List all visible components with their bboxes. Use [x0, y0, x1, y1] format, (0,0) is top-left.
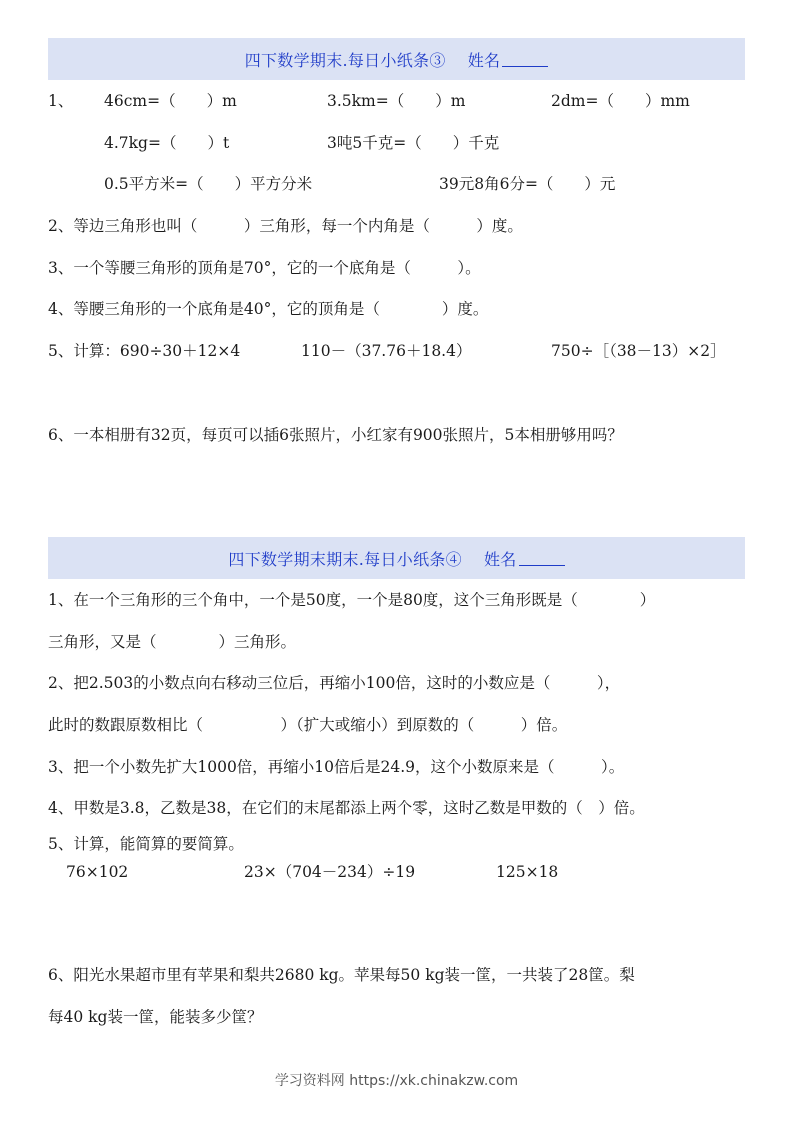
s2-q2-line1: 2、把2.503的小数点向右移动三位后，再缩小100倍，这时的小数应是（ ），: [48, 674, 621, 692]
s1-q6: 6、一本相册有32页，每页可以插6张照片，小红家有900张照片，5本相册够用吗？: [48, 426, 623, 444]
s2-q6-line2: 每40 kg装一筐，能装多少筐？: [48, 1008, 263, 1026]
name-blank[interactable]: [502, 52, 548, 67]
s1-q4: 4、等腰三角形的一个底角是40°，它的顶角是（ ）度。: [48, 300, 489, 318]
s1-q1-item: 4.7kg=（ ）t: [104, 134, 230, 152]
s1-q5-expr2: 110－（37.76＋18.4）: [301, 342, 472, 360]
section1-name-label: 姓名: [467, 50, 501, 70]
section2-header: [48, 537, 745, 579]
s1-q2: 2、等边三角形也叫（ ）三角形，每一个内角是（ ）度。: [48, 217, 523, 235]
s1-q1-item: 46cm=（ ）m: [104, 92, 237, 110]
s2-q3: 3、把一个小数先扩大1000倍，再缩小10倍后是24.9，这个小数原来是（ ）。: [48, 758, 625, 776]
s1-q1-item: 0.5平方米=（ ）平方分米: [104, 175, 313, 193]
s1-q5: [48, 338, 748, 364]
section2-title: 四下数学期末期末.每日小纸条④: [228, 549, 462, 569]
s1-q5-label: 5、计算：690÷30＋12×4: [48, 342, 241, 360]
s2-q5-exprs: [48, 859, 748, 885]
s2-q5-expr1: 76×102: [66, 863, 129, 881]
s2-q1-line2: 三角形，又是（ ）三角形。: [48, 633, 297, 651]
s2-q5-expr3: 125×18: [496, 863, 559, 881]
s1-q1-number: 1、: [48, 92, 74, 110]
s1-q3: 3、一个等腰三角形的顶角是70°，它的一个底角是（ ）。: [48, 259, 481, 277]
s1-q1-row3: [48, 171, 748, 197]
name-blank[interactable]: [519, 551, 565, 566]
s2-q4: 4、甲数是3.8，乙数是38，在它们的末尾都添上两个零，这时乙数是甲数的（ ）倍。: [48, 799, 645, 817]
footer-watermark: 学习资料网 https://xk.chinakzw.com: [274, 1073, 519, 1089]
s1-q1-item: 3.5km=（ ）m: [327, 92, 466, 110]
s1-q1-row2: [48, 130, 748, 156]
s2-q6-line1: 6、阳光水果超市里有苹果和梨共2680 kg。苹果每50 kg装一筐，一共装了28筐。梨: [48, 966, 635, 984]
s2-q5-label: 5、计算，能简算的要简算。: [48, 835, 244, 853]
s1-q5-expr3: 750÷［（38－13）×2］: [551, 342, 726, 360]
s1-q1-row1: [48, 88, 748, 114]
section2-name-label: 姓名: [483, 549, 517, 569]
s1-q1-item: 3吨5千克=（ ）千克: [327, 134, 500, 152]
s2-q1-line1: 1、在一个三角形的三个角中，一个是50度，一个是80度，这个三角形既是（ ）: [48, 591, 656, 609]
s2-q5-expr2: 23×（704－234）÷19: [244, 863, 416, 881]
section1-header: [48, 38, 745, 80]
section1-title: 四下数学期末.每日小纸条③: [244, 50, 446, 70]
s1-q1-item: 39元8角6分=（ ）元: [439, 175, 616, 193]
s1-q1-item: 2dm=（ ）mm: [551, 92, 690, 110]
s2-q2-line2: 此时的数跟原数相比（ ）（扩大或缩小）到原数的（ ）倍。: [48, 716, 568, 734]
